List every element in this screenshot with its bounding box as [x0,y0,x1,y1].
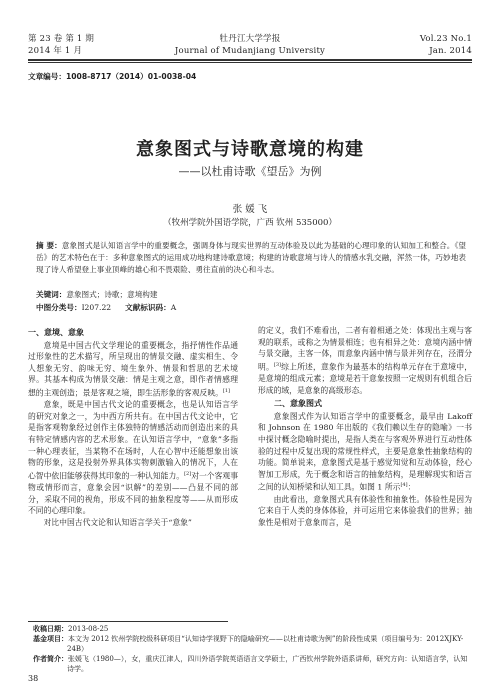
volume-issue-cn: 第 23 卷 第 1 期 [28,34,95,44]
paragraph: 由此看出，意象图式具有体验性和抽象性。体验性是因为它来自于人类的身体体验，并可运用它来体验我们的世界；抽象性是相对于意象而言，是 [258,494,472,527]
doc-code: A [170,303,177,312]
doc-code-label: 文献标识码： [125,303,171,312]
keywords [36,289,466,301]
article-number: 文章编号：1008-8717（2014）01-0038-04 [28,72,197,81]
article-subtitle: ——以杜甫诗歌《望岳》为例 [178,165,322,178]
journal-title-cn: 牡丹江大学学报 [219,34,281,44]
header-rule-top [28,59,472,61]
author-bio: 作者简介：张媛飞（1980—），女，重庆江津人，四川外语学院英语语言文学硕士，广西钦州学院外语系讲师，研究方向：认知语言学，认知诗学。 [33,655,468,673]
section-heading-1: 一、意境、意象 [28,328,84,337]
date-cn: 2014 年 1 月 [28,46,83,56]
page-number: 38 [28,674,39,683]
abstract-text: 意象图式是认知语言学中的重要概念，强调身体与现实世界的互动体验及以此为基础的心理印象的认知加工和整合。《望岳》的艺术特色在于：多种意象图式的运用成功地构建诗歌意境；构建的诗歌意境与诗人的情感水乳交融，浑然一体，巧妙地表现了诗人希望登上事业顶峰的雄心和不畏艰险、勇往直前的决心和斗志。 [36,241,466,274]
clc-label: 中图分类号： [36,303,82,312]
header-rule-bottom [28,62,472,63]
abstract [36,240,466,276]
right-column [258,325,472,528]
date-en: Jan. 2014 [429,46,472,56]
paragraph: 对比中国古代文论和认知语言学关于“意象” [43,517,192,527]
paragraph: 的定义，我们不难看出，二者有着相通之处：体现出主观与客观的联系，或称之为情景相连；也有相异之处：意境内涵中情与景交融，主客一体，而意象内涵中情与景并列存在，泾渭分明。[3]综上所述，意象作为最基本的结构单元存在于意境中，是意境的组成元素；意境是若干意象按照一定规则有机组合后形成的域，是意象的高级形态。 [258,326,473,395]
footnote [33,624,473,674]
paragraph: 意象图式作为认知语言学中的重要概念，最早由 Lakoff 和 Johnson 在 1980 年出版的《我们赖以生存的隐喻》一书中探讨概念隐喻时提出，是指人类在与客观外界进行互动性体验的过程中反复出现的常规性样式，主要是意象性抽象结构的功能。简单说来，意象图式是基于感觉知觉和互动体验，经心智加工形成，先于概念和语言的抽象结构，是理解现实和语言之间的认知桥梁和认知工具。如图 1 所示[4]： [258,411,472,492]
keywords-label: 关键词： [36,290,67,299]
author-name: 张 媛 飞 [232,204,268,215]
keywords-text: 意象图式；诗歌；意境构建 [66,290,158,299]
fund-project: 基金项目：本文为 2012 钦州学院校级科研项目“认知诗学视野下的隐喻研究——以杜甫诗歌为例”的阶段性成果（项目编号为：2012XJKY-24B） [33,635,464,653]
classification [36,302,466,314]
paragraph: 意境是中国古代文学理论的重要概念，指抒情性作品通过形象性的艺术描写，所呈现出的情景交融、虚实相生、令人想象无穷、韵味无穷、境生象外、情景和哲思的艺术境界。其基本构成为情景交融：情是主观之意，即作者情感理想的主观创造；景是客观之境，即生活形象的客观反映。[1] [28,340,238,398]
received-date: 收稿日期：2013-08-25 [33,625,109,633]
abstract-label: 摘 要： [36,241,62,250]
paragraph: 意象，既是中国古代文论的重要概念，也是认知语言学的研究对象之一，为中西方所共有。在中国古代文论中，它是指客观物象经过创作主体独特的情感活动而创造出来的具有特定情感内容的艺术形象。在认知语言学中，“意象”多指一种心理表征，当某物不在场时，人在心智中还能想象出该物的形象，这是投射外界具体实物刺激输入的情况下，人在心智中依旧能够获得其印象的一种认知能力。[2]对一个客观事物或情形而言，意象会因“识解”的差别——凸显不同的部分，采取不同的视角，形成不同的抽象程度等——从而形成不同的心理印象。 [28,400,239,516]
article-title: 意象图式与诗歌意境的构建 [136,139,364,160]
volume-issue-en: Vol.23 No.1 [419,34,472,44]
citation-ref: [3] [273,361,282,368]
citation-ref: [4] [400,482,408,489]
left-column [28,325,238,528]
author-affiliation: （牧州学院外国语学院，广西 钦州 535000） [163,218,337,228]
footnote-rule [28,621,228,622]
section-heading-2: 二、意象图式 [274,399,322,409]
clc-code: I207.22 [81,303,112,312]
citation-ref: [1] [222,387,231,394]
journal-title-en: Journal of Mudanjiang University [174,46,326,56]
citation-ref: [2] [184,470,192,477]
